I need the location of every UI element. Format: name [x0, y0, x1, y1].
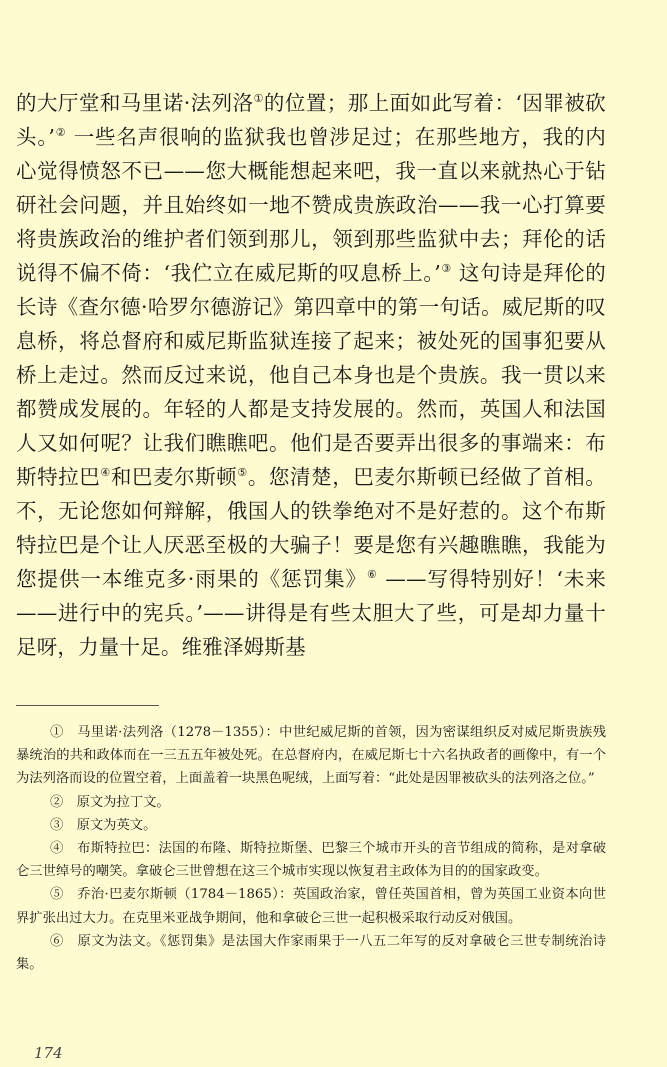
text-run: 的位置；那上面如此写着：‘因罪被砍头。’	[16, 91, 606, 149]
body-paragraph	[16, 86, 606, 664]
footnote-ref: ⑤	[237, 466, 248, 480]
footnote-divider	[16, 705, 159, 706]
footnote-6: ⑥ 原文为法文。《惩罚集》是法国大作家雨果于一八五二年写的反对拿破仑三世专制统治诗集。	[16, 933, 606, 973]
page-number: 174	[34, 1044, 63, 1062]
text-run: 这句诗是拜伦的长诗《查尔德·哈罗尔德游记》第四章中的第一句话。威尼斯的叹息桥，将总督府和威尼斯监狱连接了起来；被处死的国事犯要从桥上走过。然而反过来说，他自己本身也是个贵族。我一贯以来都赞成发展的。年轻的人都是支持发展的。然而，英国人和法国人又如何呢？让我们瞧瞧吧。他们是否要弄出很多的事端来：布斯特拉巴	[16, 261, 606, 489]
footnote-3: ③ 原文为英文。	[50, 817, 157, 833]
body-text	[16, 86, 606, 664]
text-run: 。您清楚，巴麦尔斯顿已经做了首相。不，无论您如何辩解，俄国人的铁拳绝对不是好惹的。这个布斯特拉巴是个让人厌恶至极的大骗子！要是您有兴趣瞧瞧，我能为您提供一本维克多·雨果的《惩罚集》	[16, 465, 606, 591]
footnotes	[16, 721, 606, 976]
footnote-ref: ①	[253, 92, 264, 106]
footnote-5: ⑤ 乔治·巴麦尔斯顿（1784－1865）：英国政治家，曾任英国首相，曾为英国工业资本向世界扩张出过大力。在克里米亚战争期间，他和拿破仑三世一起积极采取行动反对俄国。	[16, 887, 606, 926]
text-run: 的大厅堂和马里诺·法列洛	[16, 91, 254, 115]
footnote-ref: ④	[100, 466, 111, 480]
text-run: 一些名声很响的监狱我也曾涉足过；在那些地方，我的内心觉得愤怒不已——您大概能想起来吧，我一直以来就热心于钻研社会问题，并且始终如一地不赞成贵族政治——我一心打算要将贵族政治的维护者们领到那儿，领到那些监狱中去；拜伦的话说得不偏不倚：‘我伫立在威尼斯的叹息桥上。’	[16, 125, 607, 285]
text-run: 和巴麦尔斯顿	[110, 465, 238, 489]
text-run: ——写得特别好！‘未来——进行中的宪兵。’——讲得是有些太胆大了些，可是却力量十足呀，力量十足。维雅泽姆斯基	[16, 567, 607, 659]
footnote-2: ② 原文为拉丁文。	[50, 794, 170, 810]
footnote-4: ④ 布斯特拉巴：法国的布隆、斯特拉斯堡、巴黎三个城市开头的音节组成的简称，是对拿破仑三世绰号的嘲笑。拿破仑三世曾想在这三个城市实现以恢复君主政体为目的的国家政变。	[16, 841, 606, 880]
footnote-ref: ③	[440, 262, 452, 276]
footnote-ref: ②	[55, 126, 67, 140]
footnote-ref: ⑥	[367, 568, 378, 582]
footnote-1: ① 马里诺·法列洛（1278－1355）：中世纪威尼斯的首领，因为密谋组织反对威尼斯贵族残暴统治的共和政体而在一三五五年被处死。在总督府内，在威尼斯七十六名执政者的画像中，有一个为法列洛而设的位置空着，上面盖着一块黑色呢绒，上面写着：“此处是因罪被砍头的法列洛之位。”	[16, 725, 606, 787]
